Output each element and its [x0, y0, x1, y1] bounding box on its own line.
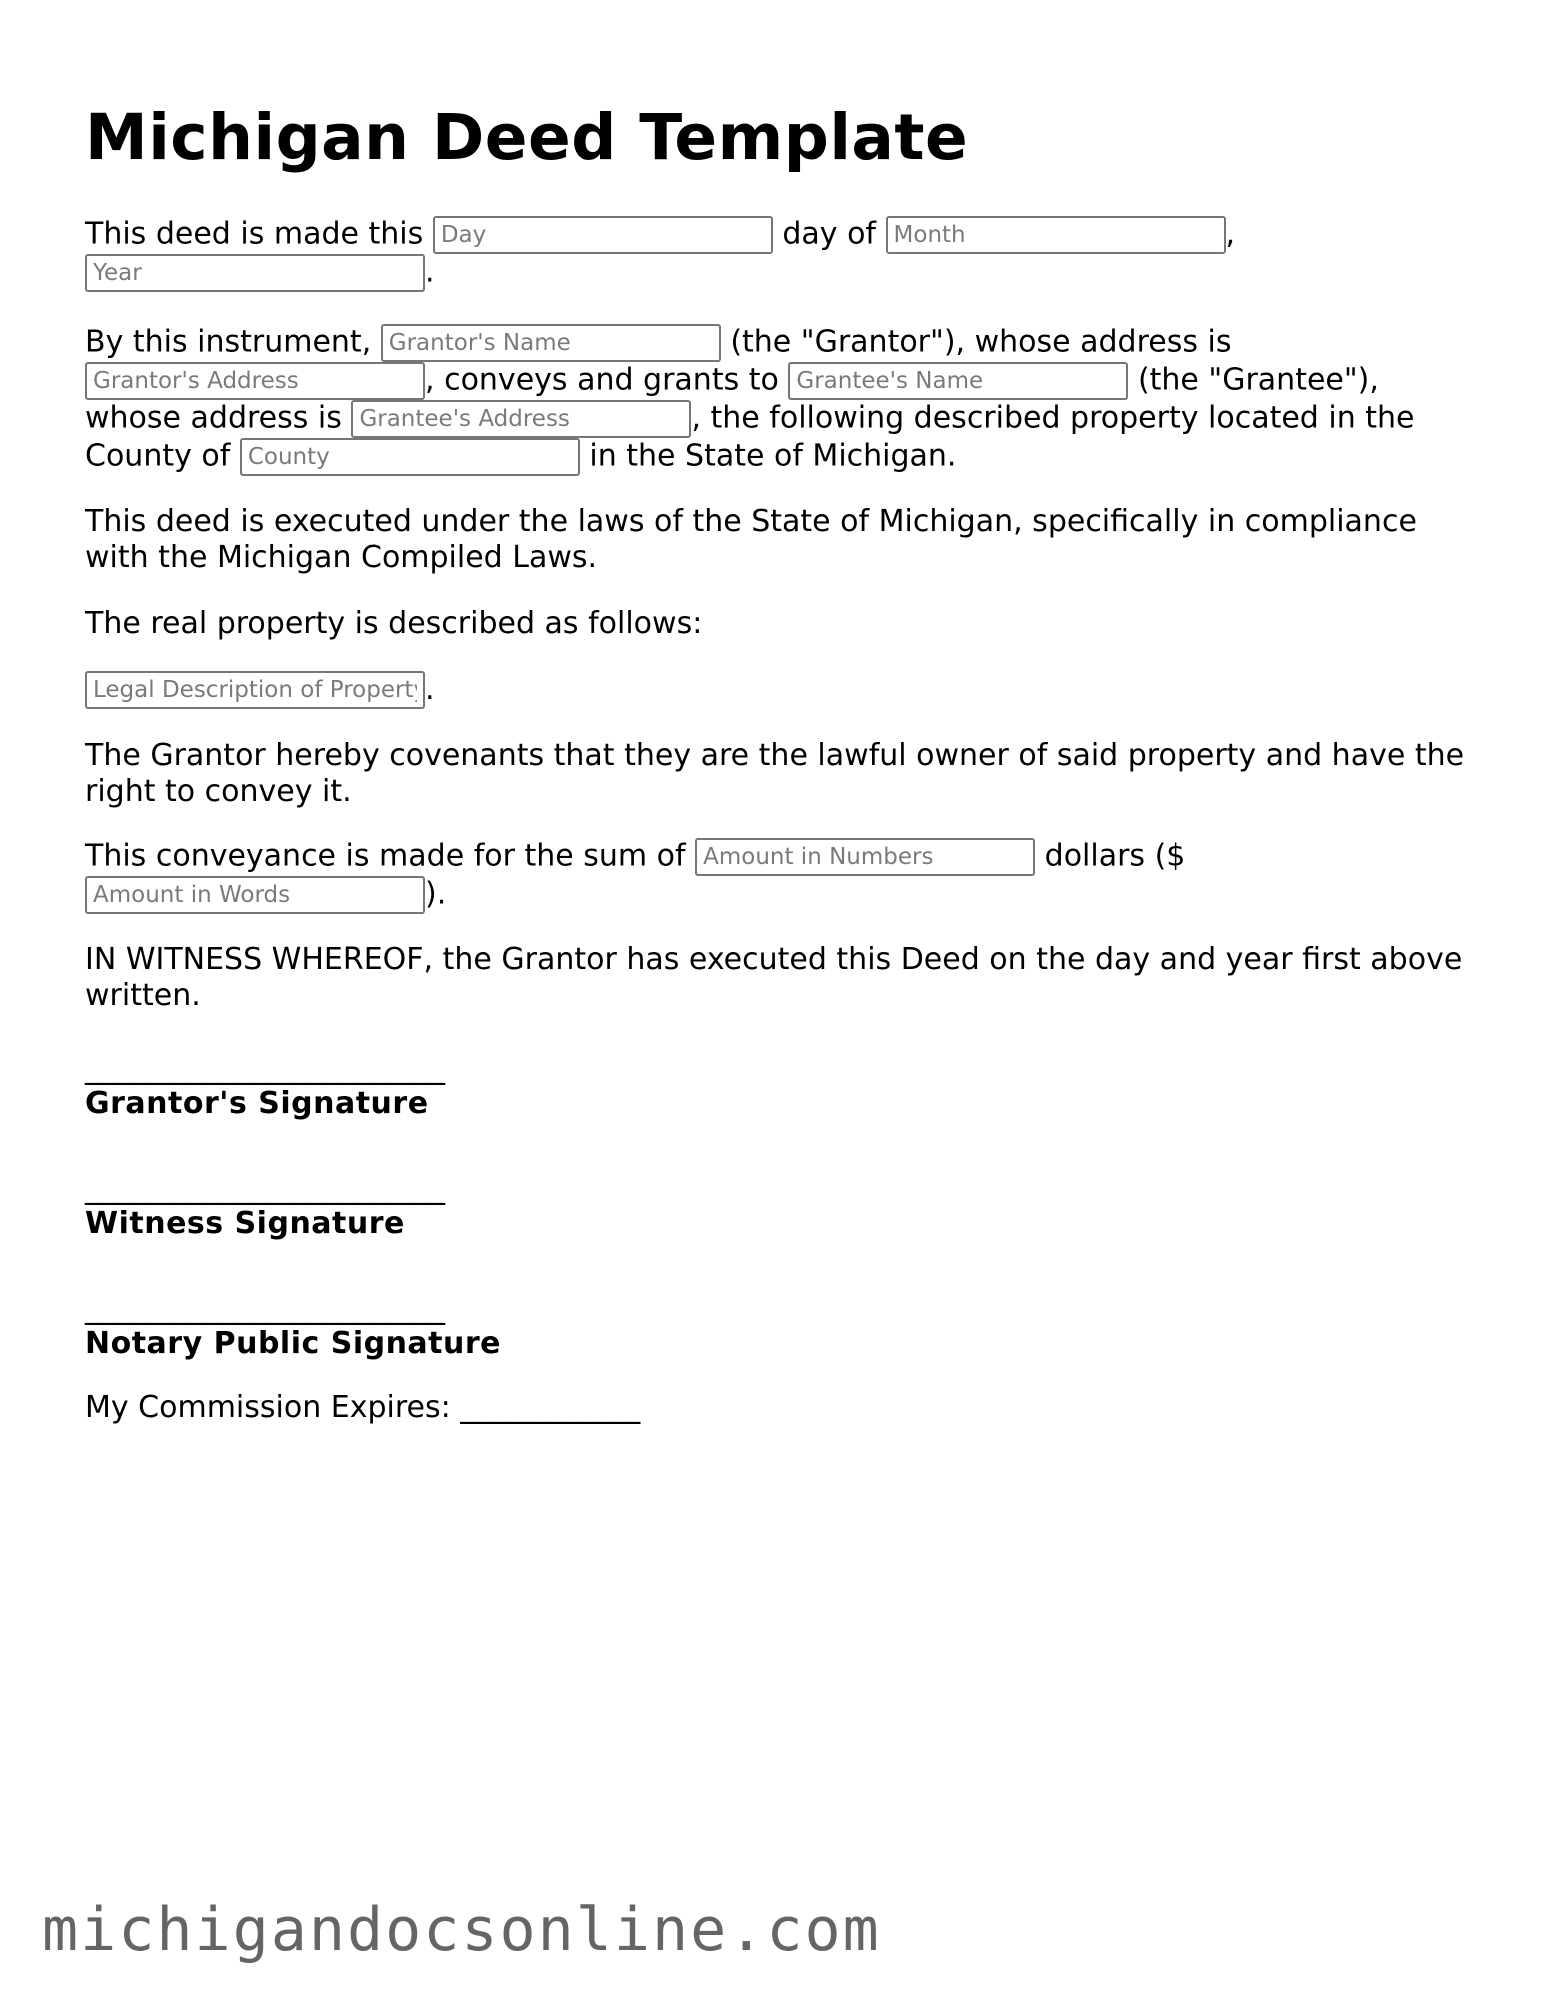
- date-text-intro: This deed is made this: [85, 216, 433, 252]
- parties-text-intro: By this instrument,: [85, 324, 381, 360]
- grantor-signature-label: Grantor's Signature: [85, 1085, 429, 1121]
- parties-text-whose-address: whose address is: [85, 400, 352, 436]
- legal-description-paragraph: [85, 670, 1465, 710]
- covenant-paragraph: The Grantor hereby covenants that they are the lawful owner of said property and have the right to convey it.: [85, 737, 1465, 809]
- date-comma: ,: [1225, 216, 1236, 252]
- grantee-name-input[interactable]: [788, 362, 1128, 400]
- notary-signature-line: ________________________: [85, 1290, 445, 1326]
- date-period: .: [425, 254, 435, 290]
- witness-signature-label: Witness Signature: [85, 1205, 405, 1241]
- amount-numbers-input[interactable]: [695, 838, 1035, 876]
- witness-paragraph: IN WITNESS WHEREOF, the Grantor has executed this Deed on the day and year first above written.: [85, 941, 1463, 1013]
- commission-expires: My Commission Expires: ____________: [85, 1389, 641, 1425]
- grantor-name-input[interactable]: [381, 324, 721, 362]
- laws-paragraph: This deed is executed under the laws of the State of Michigan, specifically in compliance with the Michigan Compiled Laws.: [85, 503, 1417, 575]
- consideration-paragraph: [85, 838, 1465, 914]
- legal-description-input[interactable]: [85, 671, 425, 709]
- year-input[interactable]: [85, 254, 425, 292]
- witness-signature-line: ________________________: [85, 1170, 445, 1206]
- date-paragraph: [85, 216, 1465, 292]
- grantee-address-input[interactable]: [351, 400, 691, 438]
- month-input[interactable]: [886, 216, 1226, 254]
- parties-text-grantor-role: (the "Grantor"), whose address is: [720, 324, 1232, 360]
- grantor-address-input[interactable]: [85, 362, 425, 400]
- document-page: [85, 100, 1465, 1456]
- grantor-signature-line: ________________________: [85, 1050, 445, 1086]
- parties-text-conveys: , conveys and grants to: [425, 362, 789, 398]
- consideration-text-before: This conveyance is made for the sum of: [85, 838, 696, 874]
- consideration-text-dollars: dollars ($: [1035, 838, 1186, 874]
- notary-signature-label: Notary Public Signature: [85, 1325, 502, 1361]
- parties-text-state: in the State of Michigan.: [579, 438, 957, 474]
- signature-block: [85, 1050, 1465, 1428]
- consideration-text-close: ).: [425, 876, 447, 912]
- day-input[interactable]: [433, 216, 773, 254]
- parties-paragraph: [85, 324, 1465, 476]
- date-text-day-of: day of: [772, 216, 886, 252]
- property-intro: The real property is described as follows:: [85, 605, 703, 641]
- legal-description-period: .: [425, 671, 435, 707]
- amount-words-input[interactable]: [85, 876, 425, 914]
- page-title: Michigan Deed Template: [85, 101, 969, 174]
- parties-text-following: , the following described property located in the: [691, 400, 1415, 436]
- watermark-text: michigandocsonline.com: [42, 1895, 881, 1965]
- county-input[interactable]: [240, 438, 580, 476]
- parties-text-county-of: County of: [85, 438, 240, 474]
- parties-text-grantee-role: (the "Grantee"),: [1128, 362, 1379, 398]
